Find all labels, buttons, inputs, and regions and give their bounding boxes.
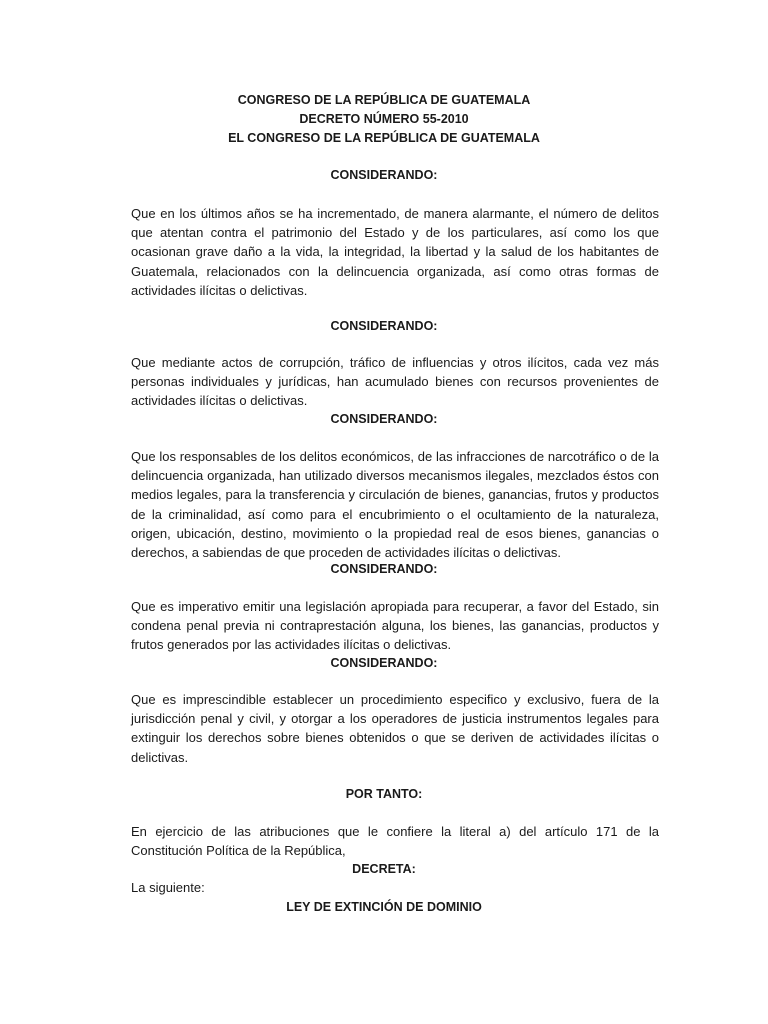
law-title: LEY DE EXTINCIÓN DE DOMINIO [286,900,482,914]
considerando-text-3: Que los responsables de los delitos económicos, de las infracciones de narcotráfico o de la delincuencia organizada, han utilizado diversos mecanismos ilegales, mezclados éstos con medios legales, para la transferencia y circulación de bienes, ganancias, frutos y productos de la criminalidad, así como para el encubrimiento o el ocultamiento de la naturaleza, origen, ubicación, destino, movimiento o la propiedad real de esos bienes, ganancias o derechos, a sabiendas de que proceden de actividades ilícitas o delictivas. [131,449,659,561]
header-congress-repeat: EL CONGRESO DE LA REPÚBLICA DE GUATEMALA [228,131,540,145]
considerando-text-1: Que en los últimos años se ha incrementado, de manera alarmante, el número de delitos que atentan contra el patrimonio del Estado y de los particulares, así como los que ocasionan grave daño a la vida, la integridad, la libertad y la salud de los habitantes de Guatemala, relacionados con la delincuencia organizada, así como otras formas de actividades ilícitas o delictivas. [131,206,659,298]
considerando-heading-3: CONSIDERANDO: [330,412,438,426]
considerando-text-4: Que es imperativo emitir una legislación apropiada para recuperar, a favor del Estado, sin condena penal previa ni contraprestación alguna, los bienes, las ganancias, productos y frutos generados por las actividades ilícitas o delictivas. [131,599,659,653]
considerando-heading-4: CONSIDERANDO: [330,562,438,576]
considerando-heading-5: CONSIDERANDO: [330,656,438,670]
por-tanto-text: En ejercicio de las atribuciones que le confiere la literal a) del artículo 171 de la Constitución Política de la República, [131,824,659,859]
decreta-heading: DECRETA: [352,862,416,876]
considerando-text-2: Que mediante actos de corrupción, tráfico de influencias y otros ilícitos, cada vez más personas individuales y jurídicas, han acumulado bienes con recursos provenientes de actividades ilícitas o delictivas. [131,355,659,409]
considerando-heading-2: CONSIDERANDO: [330,319,438,333]
considerando-heading-1: CONSIDERANDO: [330,168,438,182]
por-tanto-heading: POR TANTO: [345,787,423,801]
header-decree-number: DECRETO NÚMERO 55-2010 [299,112,469,126]
considerando-text-5: Que es imprescindible establecer un procedimiento especifico y exclusivo, fuera de la jurisdicción penal y civil, y otorgar a los operadores de justicia instrumentos legales para extinguir los derechos sobre bienes obtenidos o que se deriven de actividades ilícitas o delictivas. [131,692,659,765]
header-congress: CONGRESO DE LA REPÚBLICA DE GUATEMALA [237,93,531,107]
la-siguiente-text: La siguiente: [131,880,205,895]
